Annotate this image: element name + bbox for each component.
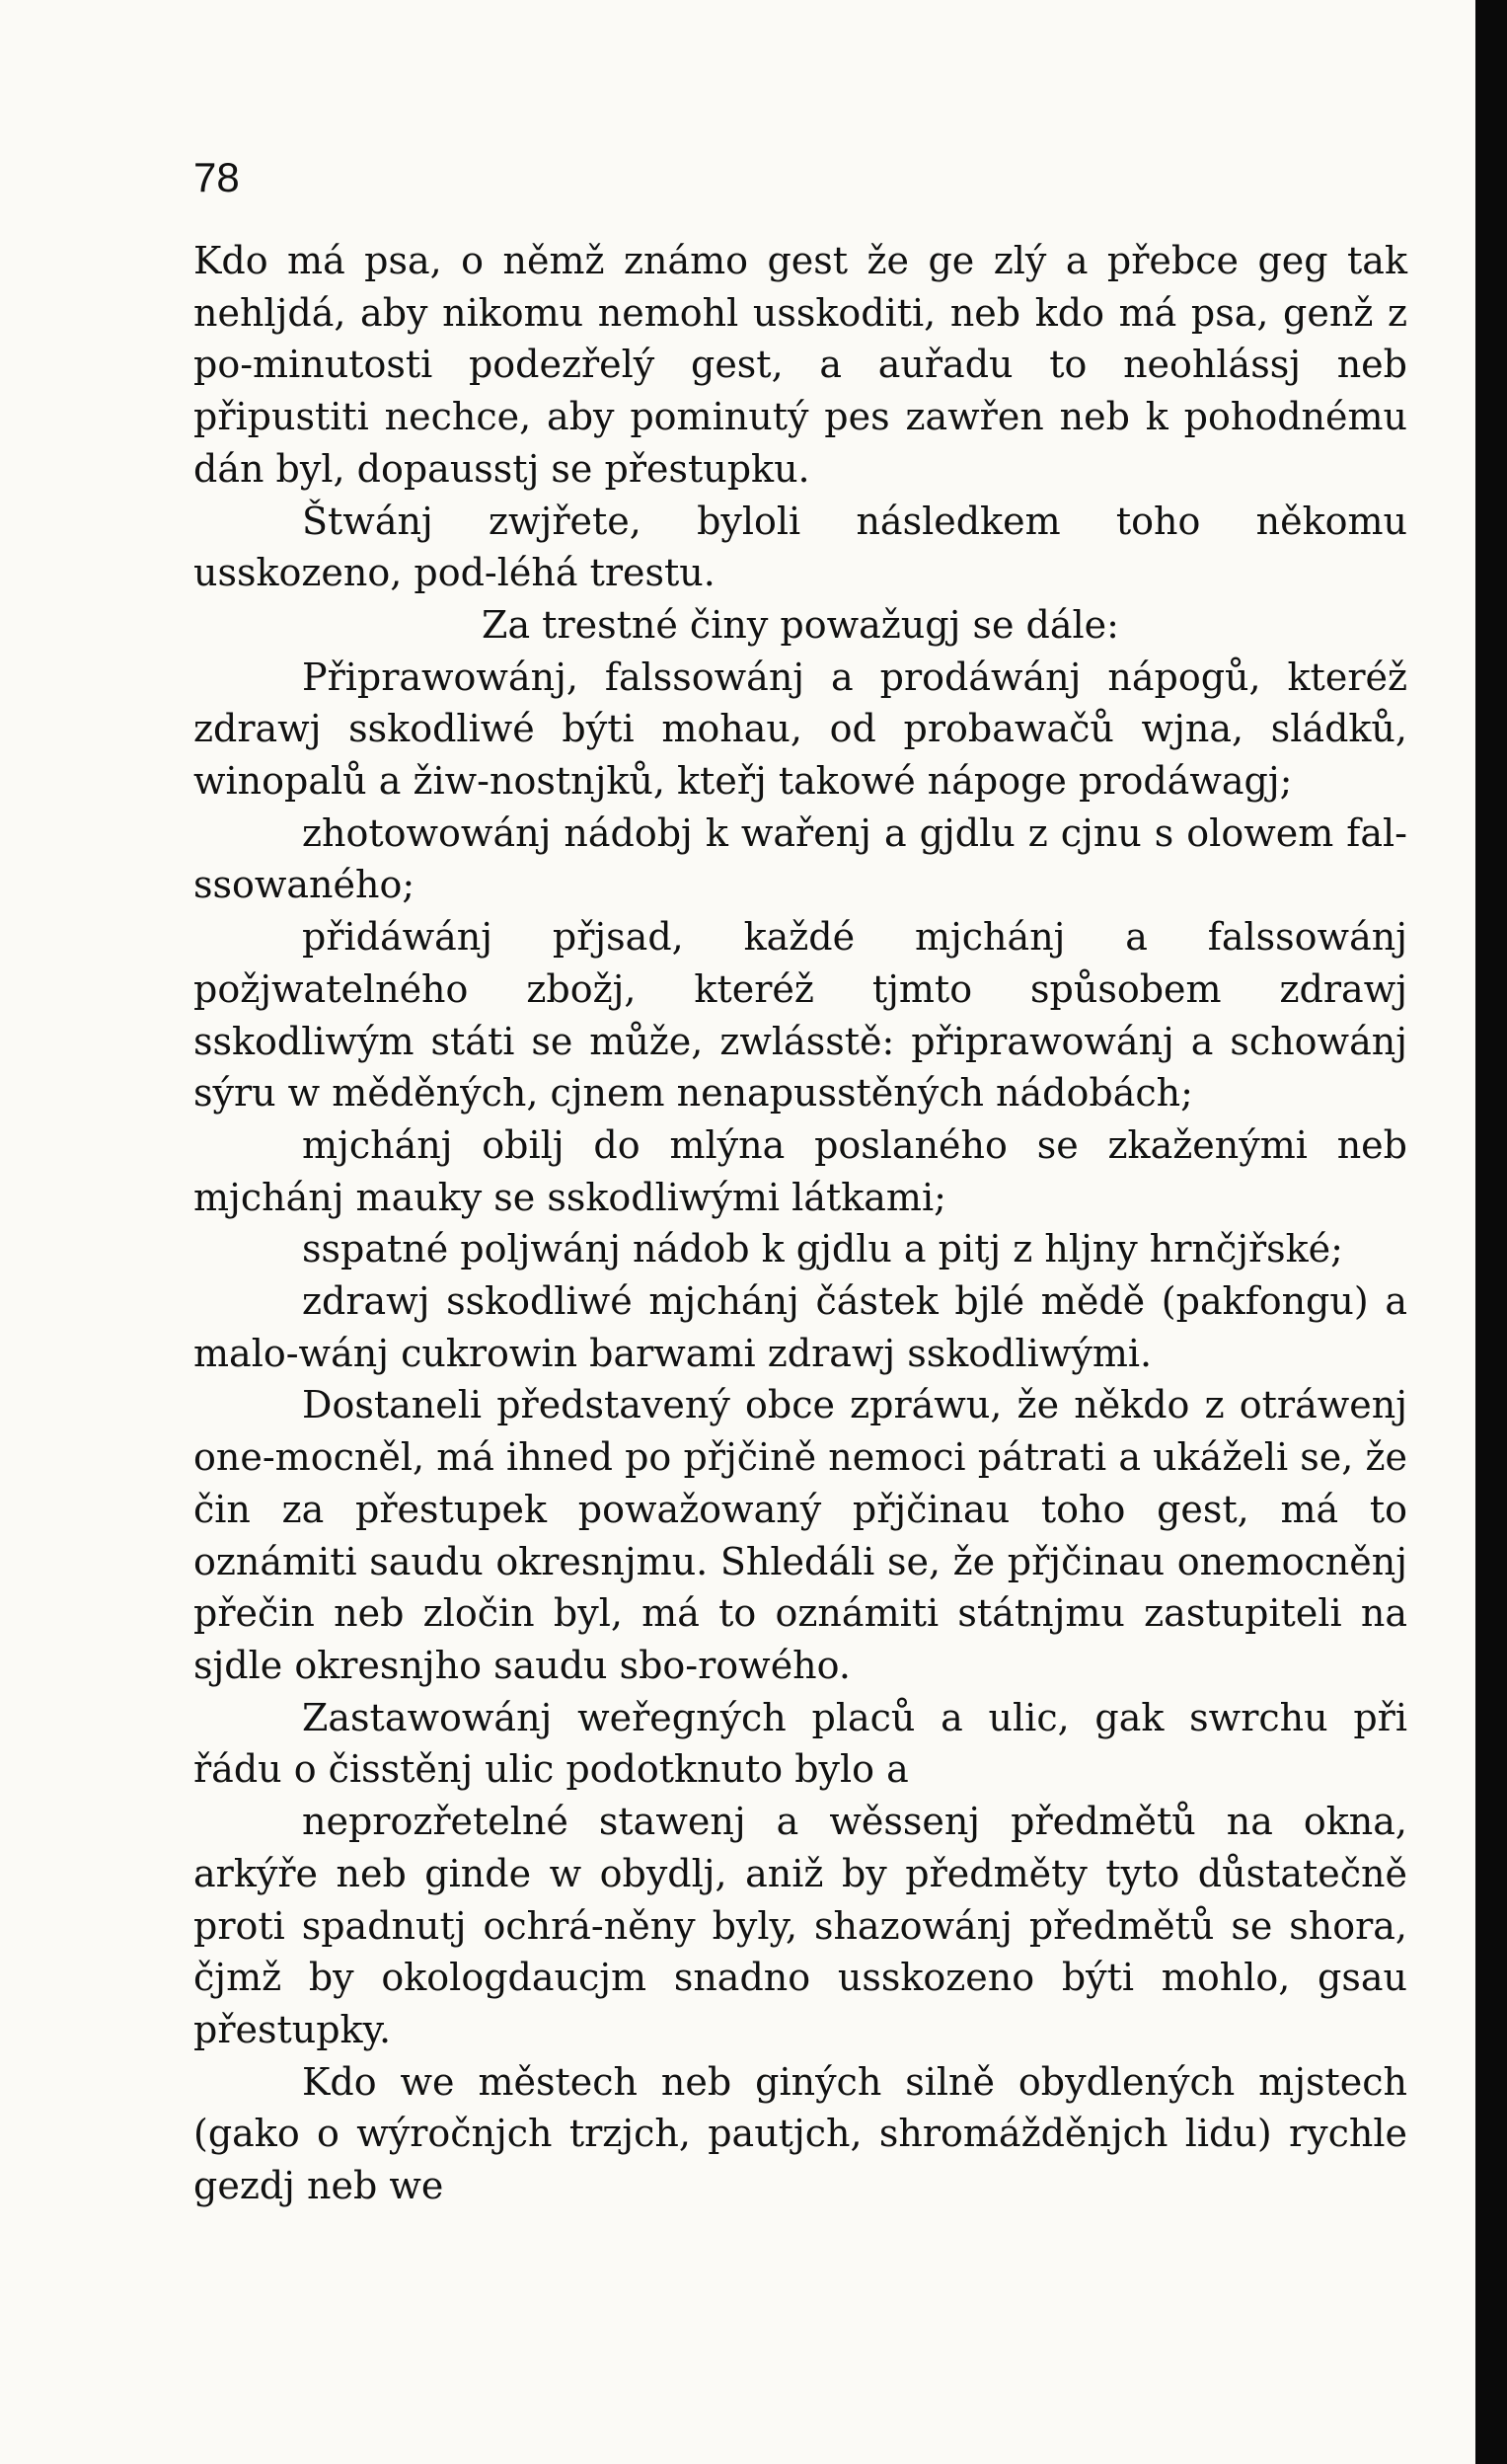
paragraph: zhotowowánj nádobj k wařenj a gjdlu z cjnu s olowem fal-ssowaného;	[193, 810, 1407, 907]
section-heading: Za trestné činy powažugj se dále:	[482, 602, 1119, 647]
body-text	[193, 235, 1407, 2212]
paragraph: sspatné poljwánj nádob k gjdlu a pitj z hljny hrnčjřské;	[302, 1227, 1343, 1271]
paragraph: mjchánj obilj do mlýna poslaného se zkaženými neb mjchánj mauky se sskodliwými látkami;	[193, 1122, 1407, 1219]
paragraph: Dostaneli představený obce zpráwu, že někdo z otráwenj one-mocněl, má ihned po přjčině nemoci pátrati a ukáželi se, že čin za přestupek powažowaný přjčinau toho gest, má to oznámiti saudu okresnjmu. Shledáli se, že přjčinau onemocněnj přečin neb zločin byl, má to oznámiti státnjmu zastupiteli na sjdle okresnjho saudu sbo-rowého.	[193, 1383, 1407, 1687]
paragraph: zdrawj sskodliwé mjchánj částek bjlé mědě (pakfongu) a malo-wánj cukrowin barwami zdrawj sskodliwými.	[193, 1279, 1407, 1375]
paragraph: Kdo má psa, o němž známo gest že ge zlý a přebce geg tak nehljdá, aby nikomu nemohl usskoditi, neb kdo má psa, genž z po-minutosti podezřelý gest, a auřadu to neohlássj neb připustiti nechce, aby pominutý pes zawřen neb k pohodnému dán byl, dopausstj se přestupku.	[193, 239, 1407, 491]
paragraph: Zastawowánj weřegných placů a ulic, gak swrchu při řádu o čisstěnj ulic podotknuto bylo a	[193, 1695, 1407, 1792]
paragraph: Připrawowánj, falssowánj a prodáwánj nápogů, kteréž zdrawj sskodliwé býti mohau, od probawačů wjna, sládků, winopalů a žiw-nostnjků, kteřj takowé nápoge prodáwagj;	[193, 654, 1407, 804]
paragraph: Štwánj zwjřete, byloli následkem toho někomu usskozeno, pod-léhá trestu.	[193, 499, 1407, 595]
page-number: 78	[193, 154, 240, 200]
scan-edge	[1475, 0, 1507, 2464]
paragraph: přidáwánj přjsad, každé mjchánj a falssowánj požjwatelného zbožj, kteréž tjmto spůsobem zdrawj sskodliwým státi se může, zwlásstě: připrawowánj a schowánj sýru w měděných, cjnem nenapusstěných nádobách;	[193, 915, 1407, 1116]
paragraph: Kdo we městech neb giných silně obydlených mjstech (gako o wýročnjch trzjch, pautjch, shromážděnjch lidu) rychle gezdj neb we	[193, 2059, 1407, 2208]
paragraph: neprozřetelné stawenj a wěssenj předmětů na okna, arkýře neb ginde w obydlj, aniž by předměty tyto důstatečně proti spadnutj ochrá-něny byly, shazowánj předmětů se shora, čjmž by okologdaucjm snadno usskozeno býti mohlo, gsau přestupky.	[193, 1800, 1407, 2051]
